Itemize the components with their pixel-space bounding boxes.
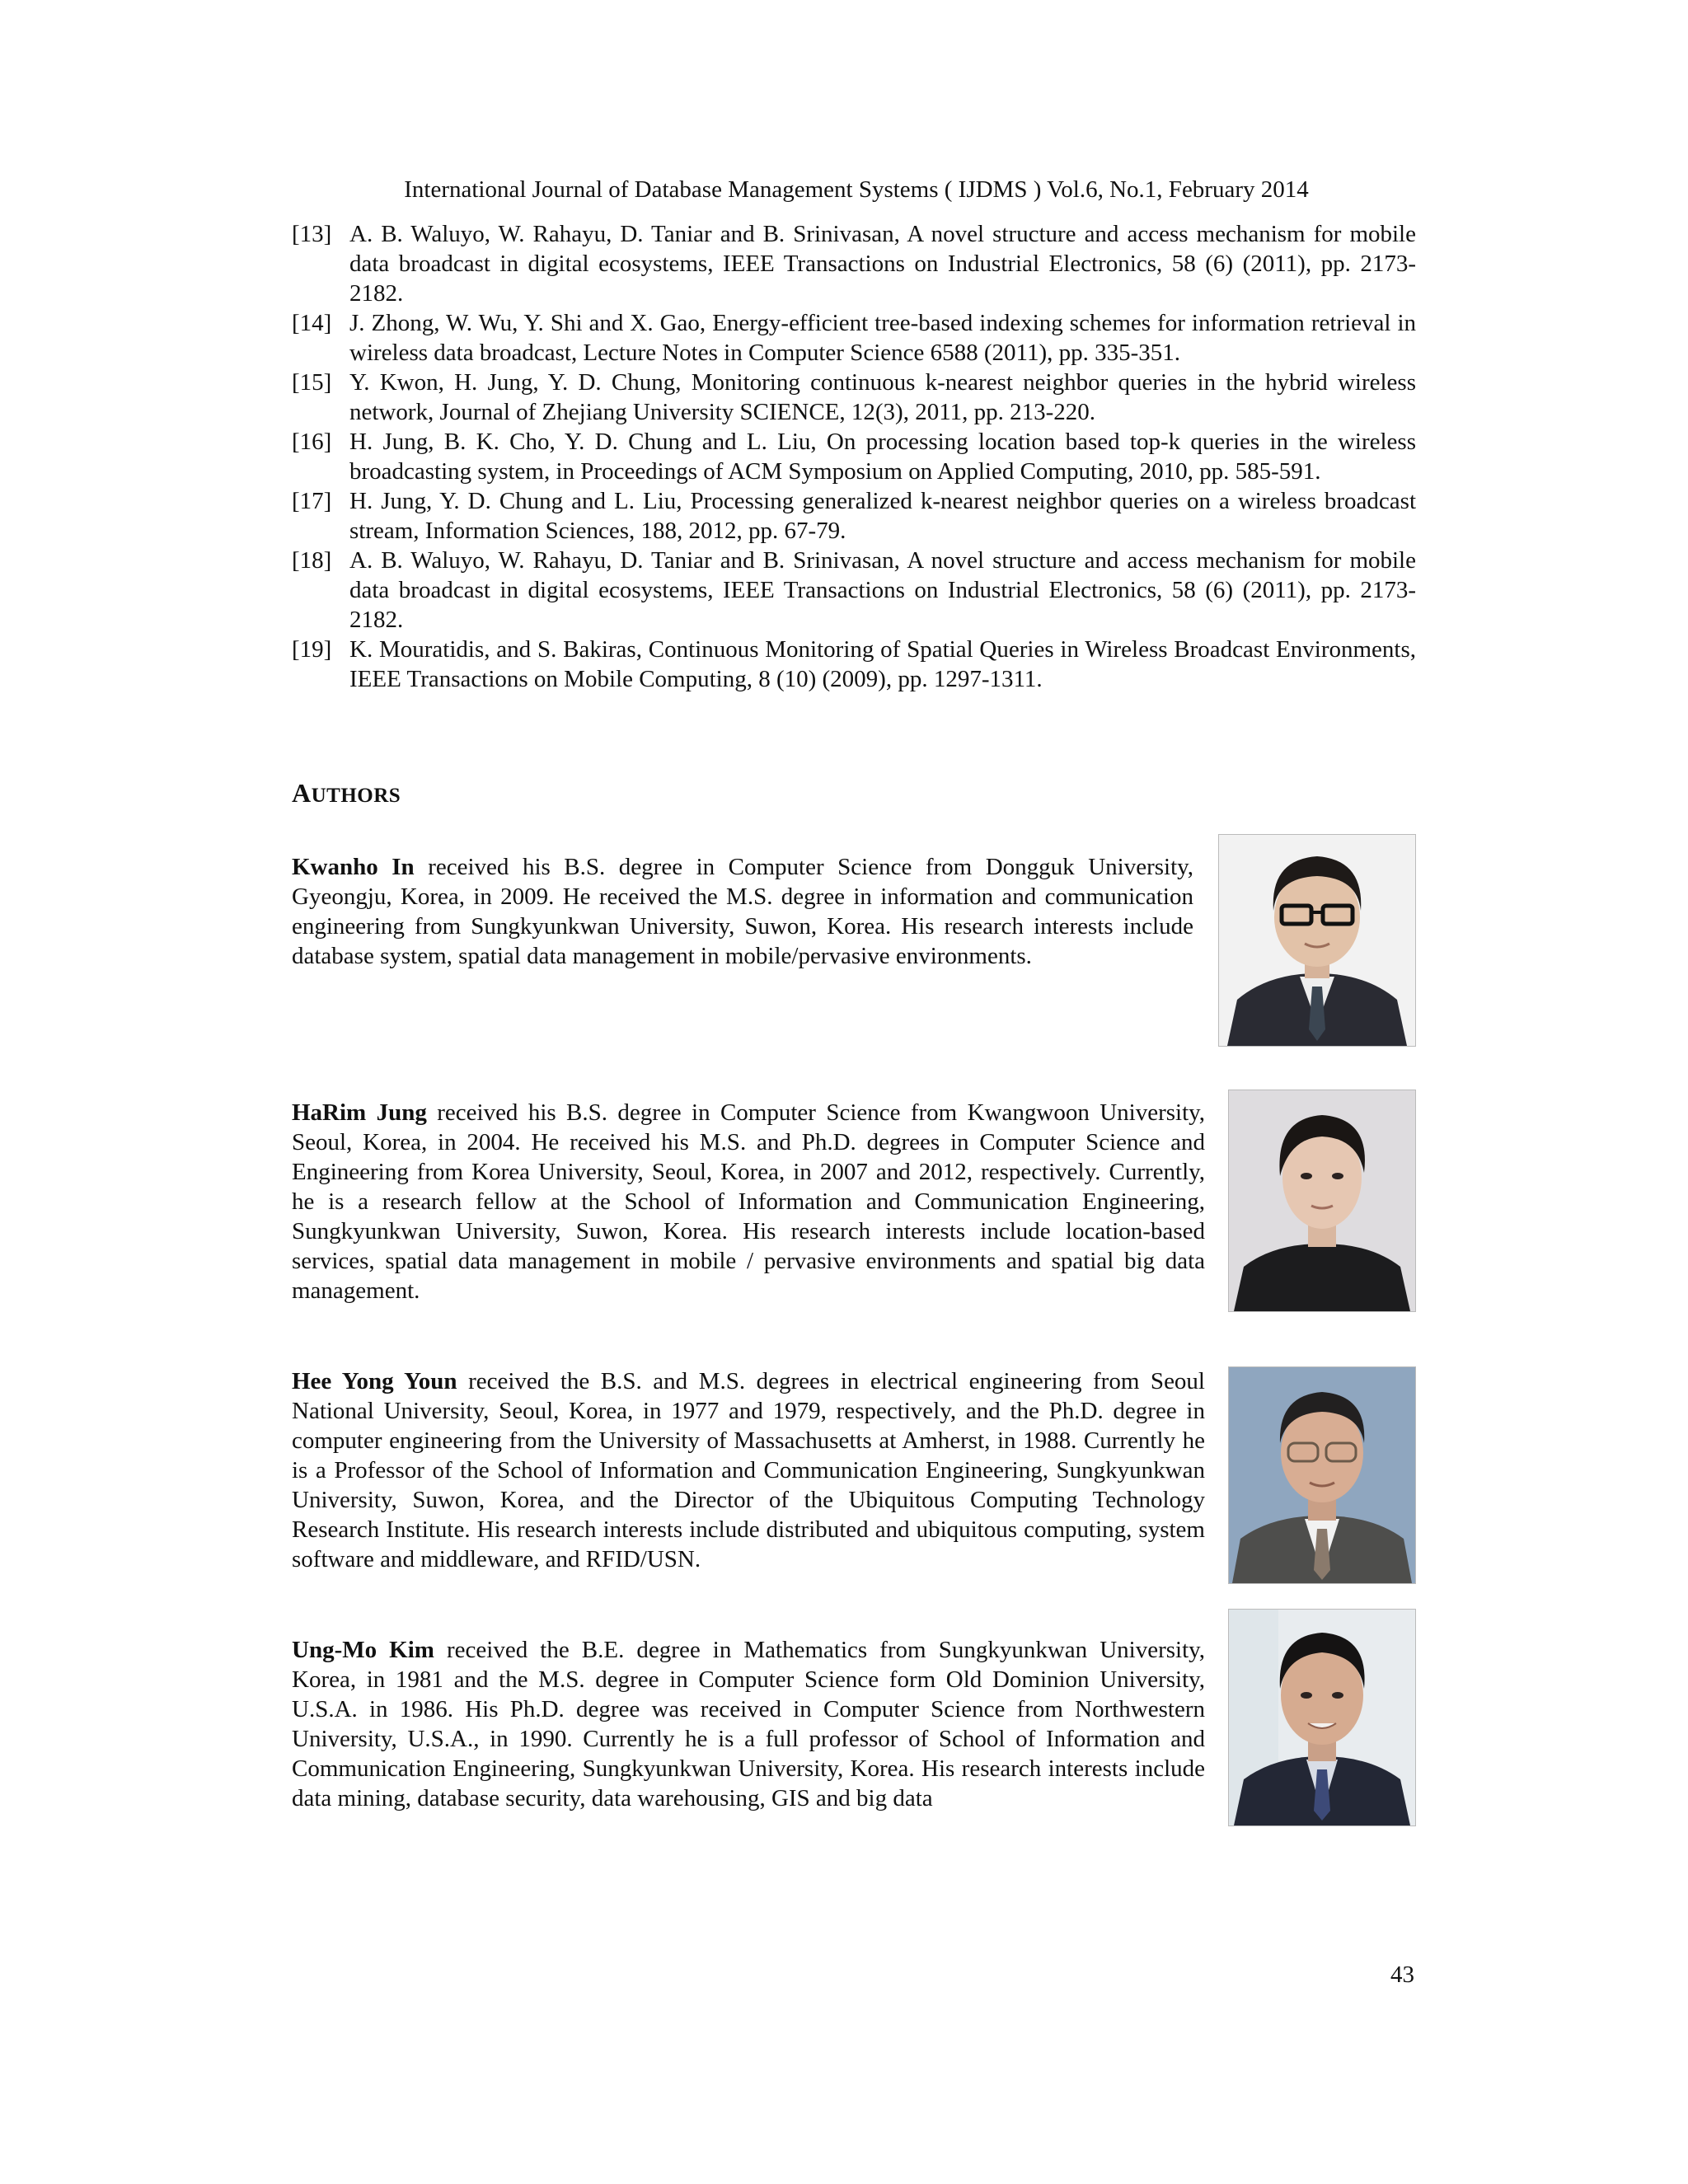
author-bio-text: received the B.E. degree in Mathematics from Sungkyunkwan University, Korea, in 1981 and the M.S. degree in Computer Science form Old Dominion University, U.S.A. in 1986. His Ph.D. degree was received in Computer Science from Northwestern University, U.S.A., in 1990. Currently he is a full professor of School of Information and Communication Engineering, Sungkyunkwan University, Korea. His research interests include data mining, database security, data warehousing, GIS and big data — [292, 1637, 1205, 1811]
author-bio — [292, 852, 1193, 971]
reference-item — [292, 486, 1416, 546]
reference-item — [292, 635, 1416, 694]
author-portrait-image — [1229, 1610, 1415, 1825]
author-portrait-image — [1219, 835, 1415, 1046]
reference-text: J. Zhong, W. Wu, Y. Shi and X. Gao, Energy-efficient tree-based indexing schemes for information retrieval in wireless data broadcast, Lecture Notes in Computer Science 6588 (2011), pp. 335-351. — [349, 310, 1416, 366]
reference-item — [292, 368, 1416, 427]
reference-number: [18] — [292, 547, 332, 574]
reference-item — [292, 219, 1416, 308]
author-name: HaRim Jung — [292, 1099, 427, 1126]
reference-number: [17] — [292, 488, 332, 514]
author-bio-text: received the B.S. and M.S. degrees in electrical engineering from Seoul National University, Seoul, Korea, in 1977 and 1979, respectively, and the Ph.D. degree in computer engineering from the University of Massachusetts at Amherst, in 1988. Currently he is a Professor of the School of Information and Communication Engineering, Sungkyunkwan University, Suwon, Korea, and the Director of the Ubiquitous Computing Technology Research Institute. His research interests include distributed and ubiquitous computing, system software and middleware, and RFID/USN. — [292, 1368, 1205, 1572]
author-portrait-image — [1229, 1367, 1415, 1583]
author-name: Ung-Mo Kim — [292, 1637, 434, 1663]
author-bio-text: received his B.S. degree in Computer Science from Kwangwoon University, Seoul, Korea, in 2004. He received his M.S. and Ph.D. degrees in Computer Science and Engineering from Korea University, Seoul, Korea, in 2007 and 2012, respectively. Currently, he is a research fellow at the School of Information and Communication Engineering, Sungkyunkwan University, Suwon, Korea. His research interests include location-based services, spatial data management in mobile / pervasive environments and spatial big data management. — [292, 1099, 1205, 1304]
reference-list — [292, 219, 1416, 694]
reference-number: [13] — [292, 221, 332, 247]
reference-number: [15] — [292, 369, 332, 396]
reference-number: [14] — [292, 310, 332, 336]
reference-text: A. B. Waluyo, W. Rahayu, D. Taniar and B. Srinivasan, A novel structure and access mechanism for mobile data broadcast in digital ecosystems, IEEE Transactions on Industrial Electronics, 58 (6) (2011), pp. 2173-2182. — [349, 221, 1416, 307]
reference-number: [16] — [292, 429, 332, 455]
author-bio — [292, 1366, 1205, 1574]
running-header: International Journal of Database Management Systems ( IJDMS ) Vol.6, No.1, February 2014 — [404, 176, 1309, 203]
author-portrait-image — [1229, 1090, 1415, 1311]
author-name: Kwanho In — [292, 854, 415, 880]
authors-heading-rest: UTHORS — [311, 785, 401, 807]
reference-item — [292, 546, 1416, 635]
reference-text: H. Jung, Y. D. Chung and L. Liu, Processing generalized k-nearest neighbor queries on a wireless broadcast stream, Information Sciences, 188, 2012, pp. 67-79. — [349, 488, 1416, 544]
author-bio — [292, 1635, 1205, 1813]
author-bio — [292, 1098, 1205, 1305]
reference-text: Y. Kwon, H. Jung, Y. D. Chung, Monitoring continuous k-nearest neighbor queries in the hybrid wireless network, Journal of Zhejiang University SCIENCE, 12(3), 2011, pp. 213-220. — [349, 369, 1416, 425]
reference-text: K. Mouratidis, and S. Bakiras, Continuous Monitoring of Spatial Queries in Wireless Broadcast Environments, IEEE Transactions on Mobile Computing, 8 (10) (2009), pp. 1297-1311. — [349, 636, 1416, 692]
author-photo — [1228, 1609, 1416, 1826]
author-bio-text: received his B.S. degree in Computer Science from Dongguk University, Gyeongju, Korea, in 2009. He received the M.S. degree in information and communication engineering from Sungkyunkwan University, Suwon, Korea. His research interests include database system, spatial data management in mobile/pervasive environments. — [292, 854, 1193, 969]
reference-text: H. Jung, B. K. Cho, Y. D. Chung and L. Liu, On processing location based top-k queries in the wireless broadcasting system, in Proceedings of ACM Symposium on Applied Computing, 2010, pp. 585-591. — [349, 429, 1416, 485]
author-photo — [1228, 1090, 1416, 1312]
reference-text: A. B. Waluyo, W. Rahayu, D. Taniar and B. Srinivasan, A novel structure and access mechanism for mobile data broadcast in digital ecosystems, IEEE Transactions on Industrial Electronics, 58 (6) (2011), pp. 2173-2182. — [349, 547, 1416, 633]
page-number: 43 — [1390, 1961, 1414, 1988]
reference-number: [19] — [292, 636, 332, 663]
authors-heading-initial: A — [292, 778, 312, 808]
authors-heading — [292, 776, 401, 813]
author-photo — [1218, 834, 1416, 1047]
reference-item — [292, 308, 1416, 368]
author-name: Hee Yong Youn — [292, 1368, 457, 1394]
reference-item — [292, 427, 1416, 486]
author-photo — [1228, 1366, 1416, 1584]
